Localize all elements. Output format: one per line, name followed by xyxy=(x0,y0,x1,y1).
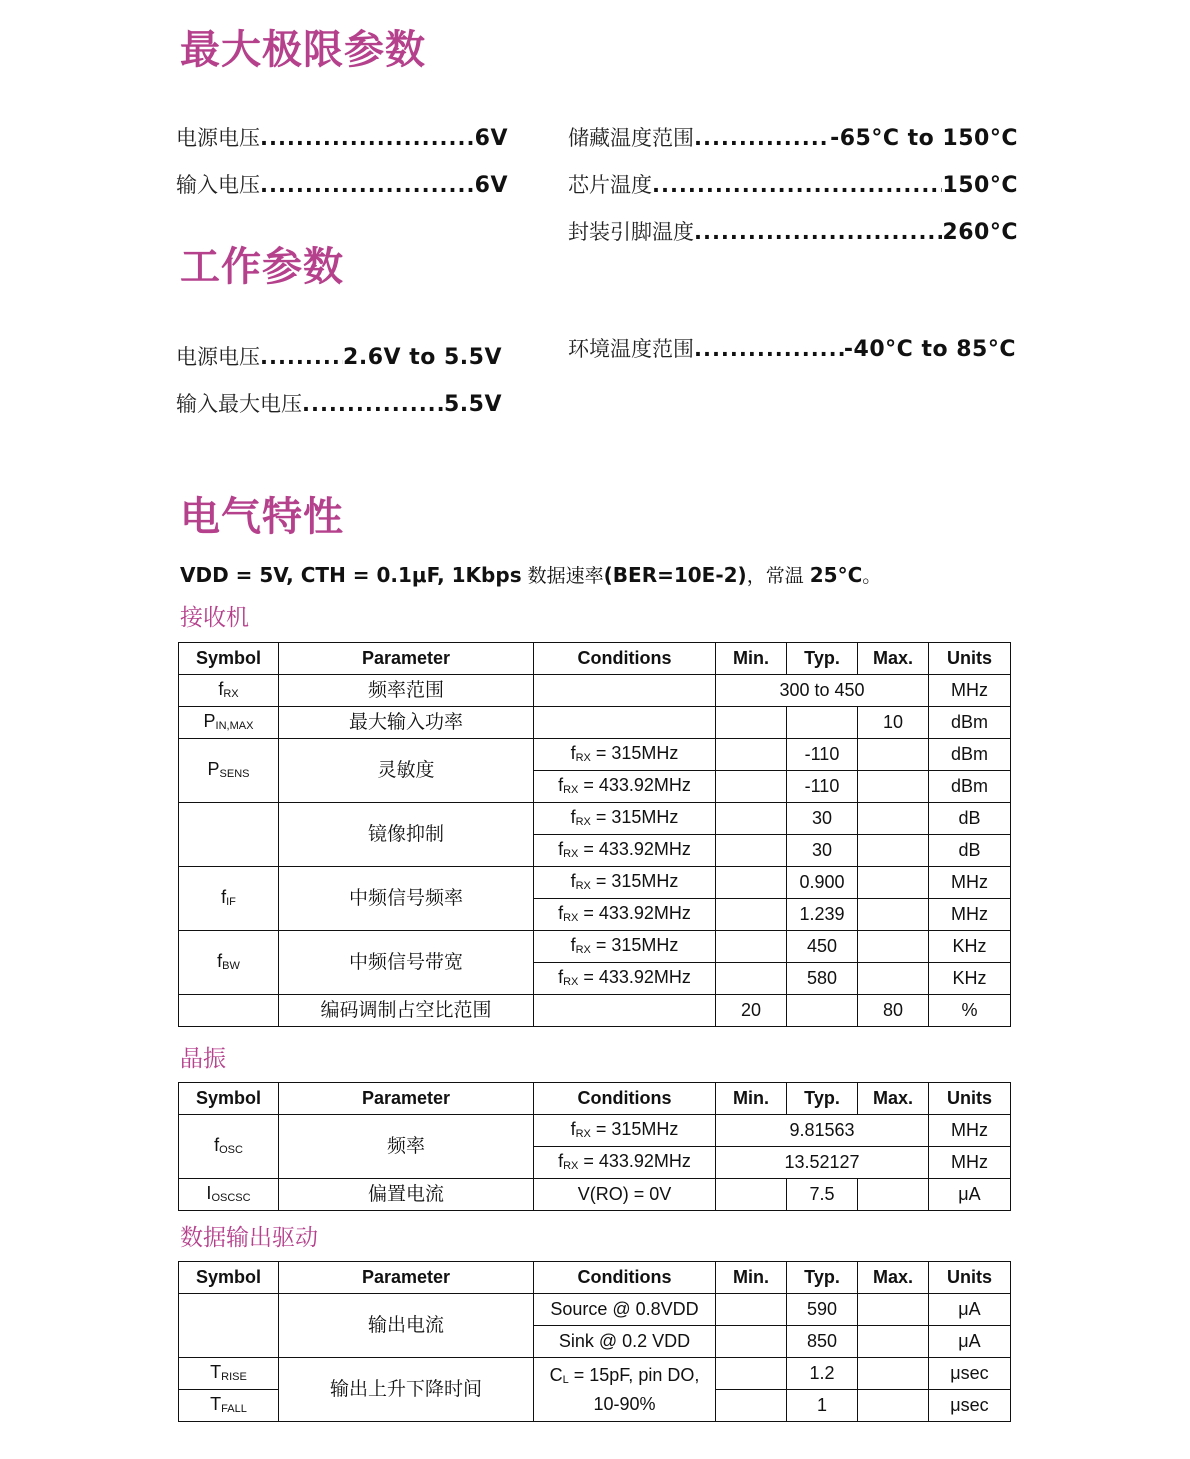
spec-op-supply xyxy=(176,347,502,369)
table-row: $T_{RISE}$ 输出上升下降时间 $C_L = 15pF$, pin DO, 10-90% 1.2 μsec xyxy=(179,1358,1011,1390)
table-row: $f_{IF}$ 中频信号频率 $f_{RX} = 315MHz$ 0.900 MHz xyxy=(179,867,1011,899)
spec-label: 环境温度范围 xyxy=(568,337,694,361)
crystal-title: 晶振 xyxy=(180,1046,226,1072)
spec-label: 电源电压 xyxy=(176,345,260,369)
spec-lead-temp xyxy=(568,222,1018,244)
table-row: $T_{FALL}$ 1 μsec xyxy=(179,1390,1011,1422)
spec-label: 电源电压 xyxy=(176,126,260,150)
spec-op-input-max xyxy=(176,394,502,416)
table-row: $f_{RX}$ 频率范围 300 to 450 MHz xyxy=(179,675,1011,707)
spec-label: 储藏温度范围 xyxy=(568,126,694,150)
spec-label: 封装引脚温度 xyxy=(568,220,694,244)
spec-value: -40°C to 85°C xyxy=(843,337,1016,362)
spec-label: 芯片温度 xyxy=(568,173,652,197)
table-row: $f_{RX} = 433.92MHz$ 13.52127 MHz xyxy=(179,1147,1011,1179)
spec-supply-voltage xyxy=(176,128,508,150)
spec-label: 输入最大电压 xyxy=(176,392,302,416)
spec-value: 6V xyxy=(474,126,508,151)
table-header-row: Symbol Parameter Conditions Min. Typ. Max. Units xyxy=(179,1262,1011,1294)
table-row: $f_{RX} = 433.92MHz$ 1.239 MHz xyxy=(179,899,1011,931)
crystal-table xyxy=(178,1082,1011,1211)
table-row: $f_{RX} = 433.92MHz$ 580 KHz xyxy=(179,963,1011,995)
output-title: 数据输出驱动 xyxy=(180,1225,318,1251)
table-header-row: Symbol Parameter Conditions Min. Typ. Max. Units xyxy=(179,1083,1011,1115)
spec-ambient-temp xyxy=(568,339,1016,361)
table-row: 镜像抑制 $f_{RX} = 315MHz$ 30 dB xyxy=(179,803,1011,835)
spec-input-voltage xyxy=(176,175,508,197)
receiver-table xyxy=(178,642,1011,1027)
table-row: $f_{BW}$ 中频信号带宽 $f_{RX} = 315MHz$ 450 KHz xyxy=(179,931,1011,963)
table-row: 输出电流 Source @ 0.8VDD 590 μA xyxy=(179,1294,1011,1326)
spec-value: 6V xyxy=(474,173,508,198)
table-row: Sink @ 0.2 VDD 850 μA xyxy=(179,1326,1011,1358)
spec-value: 150°C xyxy=(942,173,1018,198)
output-table xyxy=(178,1261,1011,1422)
abs-max-title: 最大极限参数 xyxy=(180,27,426,73)
spec-chip-temp xyxy=(568,175,1018,197)
spec-label: 输入电压 xyxy=(176,173,260,197)
electrical-title: 电气特性 xyxy=(180,494,344,540)
receiver-title: 接收机 xyxy=(180,605,249,631)
table-row: $P_{SENS}$ 灵敏度 $f_{RX} = 315MHz$ -110 dBm xyxy=(179,739,1011,771)
table-row: $P_{IN,MAX}$ 最大输入功率 10 dBm xyxy=(179,707,1011,739)
spec-value: -65°C to 150°C xyxy=(830,126,1018,151)
table-row: 编码调制占空比范围 20 80 % xyxy=(179,995,1011,1027)
spec-value: 2.6V to 5.5V xyxy=(343,345,502,370)
test-conditions: VDD = 5V, CTH = 0.1μF, 1Kbps 数据速率(BER=10E-2)，常温 25°C。 xyxy=(180,563,882,587)
operating-title: 工作参数 xyxy=(180,244,344,290)
spec-value: 260°C xyxy=(942,220,1018,245)
table-row: $f_{RX} = 433.92MHz$ -110 dBm xyxy=(179,771,1011,803)
table-header-row: Symbol Parameter Conditions Min. Typ. Max. Units xyxy=(179,643,1011,675)
table-row: $f_{RX} = 433.92MHz$ 30 dB xyxy=(179,835,1011,867)
table-row: $I_{OSCSC}$ 偏置电流 V(RO) = 0V 7.5 μA xyxy=(179,1179,1011,1211)
spec-value: 5.5V xyxy=(444,392,502,417)
spec-storage-temp xyxy=(568,128,1018,150)
table-row: $f_{OSC}$ 频率 $f_{RX} = 315MHz$ 9.81563 MHz xyxy=(179,1115,1011,1147)
